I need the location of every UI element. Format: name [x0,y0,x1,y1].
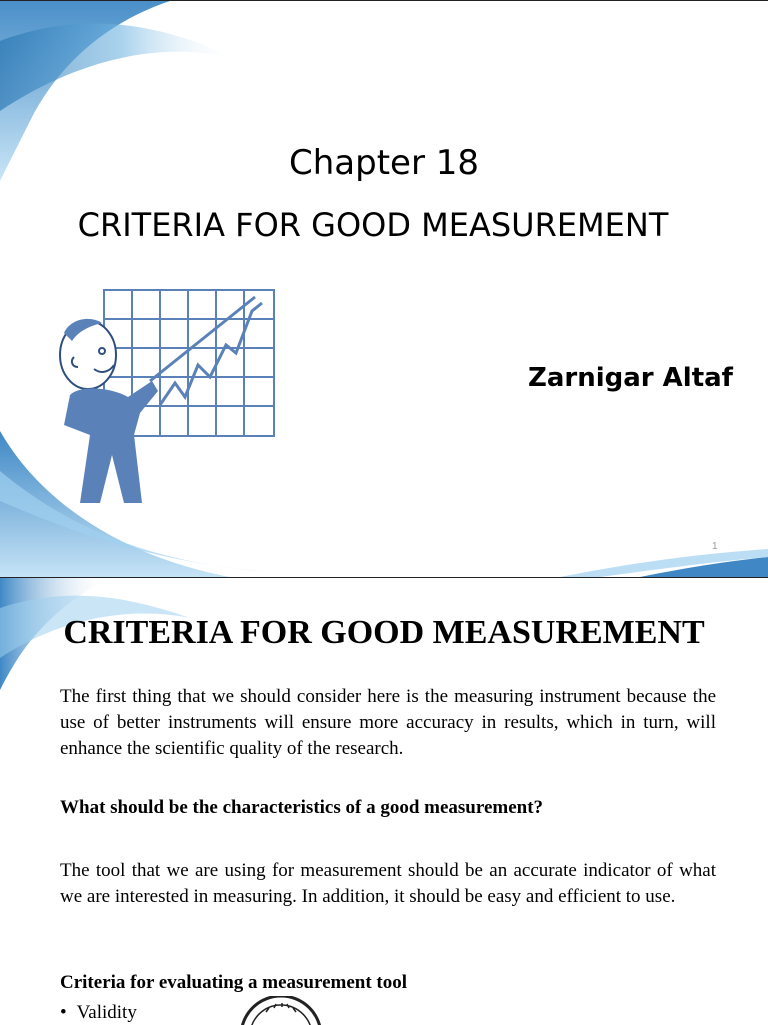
author-name: Zarnigar Altaf [528,363,733,393]
slide-2 [0,577,768,1025]
criteria-heading: Criteria for evaluating a measurement tool [60,972,408,993]
slide-title: CRITERIA FOR GOOD MEASUREMENT [63,614,705,651]
slide-title: CRITERIA FOR GOOD MEASUREMENT [77,206,669,244]
criteria-list [60,1002,137,1024]
man-pointing-at-rising-chart-icon [50,285,280,507]
guaranteed-seal-icon [236,996,326,1025]
list-item: • Validity [60,1002,137,1024]
intro-paragraph: The first thing that we should consider here is the measuring instrument because the use of better instruments will ensure more accuracy in results, which in turn, will enhance the scientific quality of the research. [60,686,716,759]
slide-number: 1 [712,541,718,552]
question-heading: What should be the characteristics of a good measurement? [60,797,544,818]
chapter-heading: Chapter 18 [288,143,479,183]
tool-paragraph: The tool that we are using for measurement should be an accurate indicator of what we are interested in measuring. In addition, it should be easy and efficient to use. [60,860,716,907]
